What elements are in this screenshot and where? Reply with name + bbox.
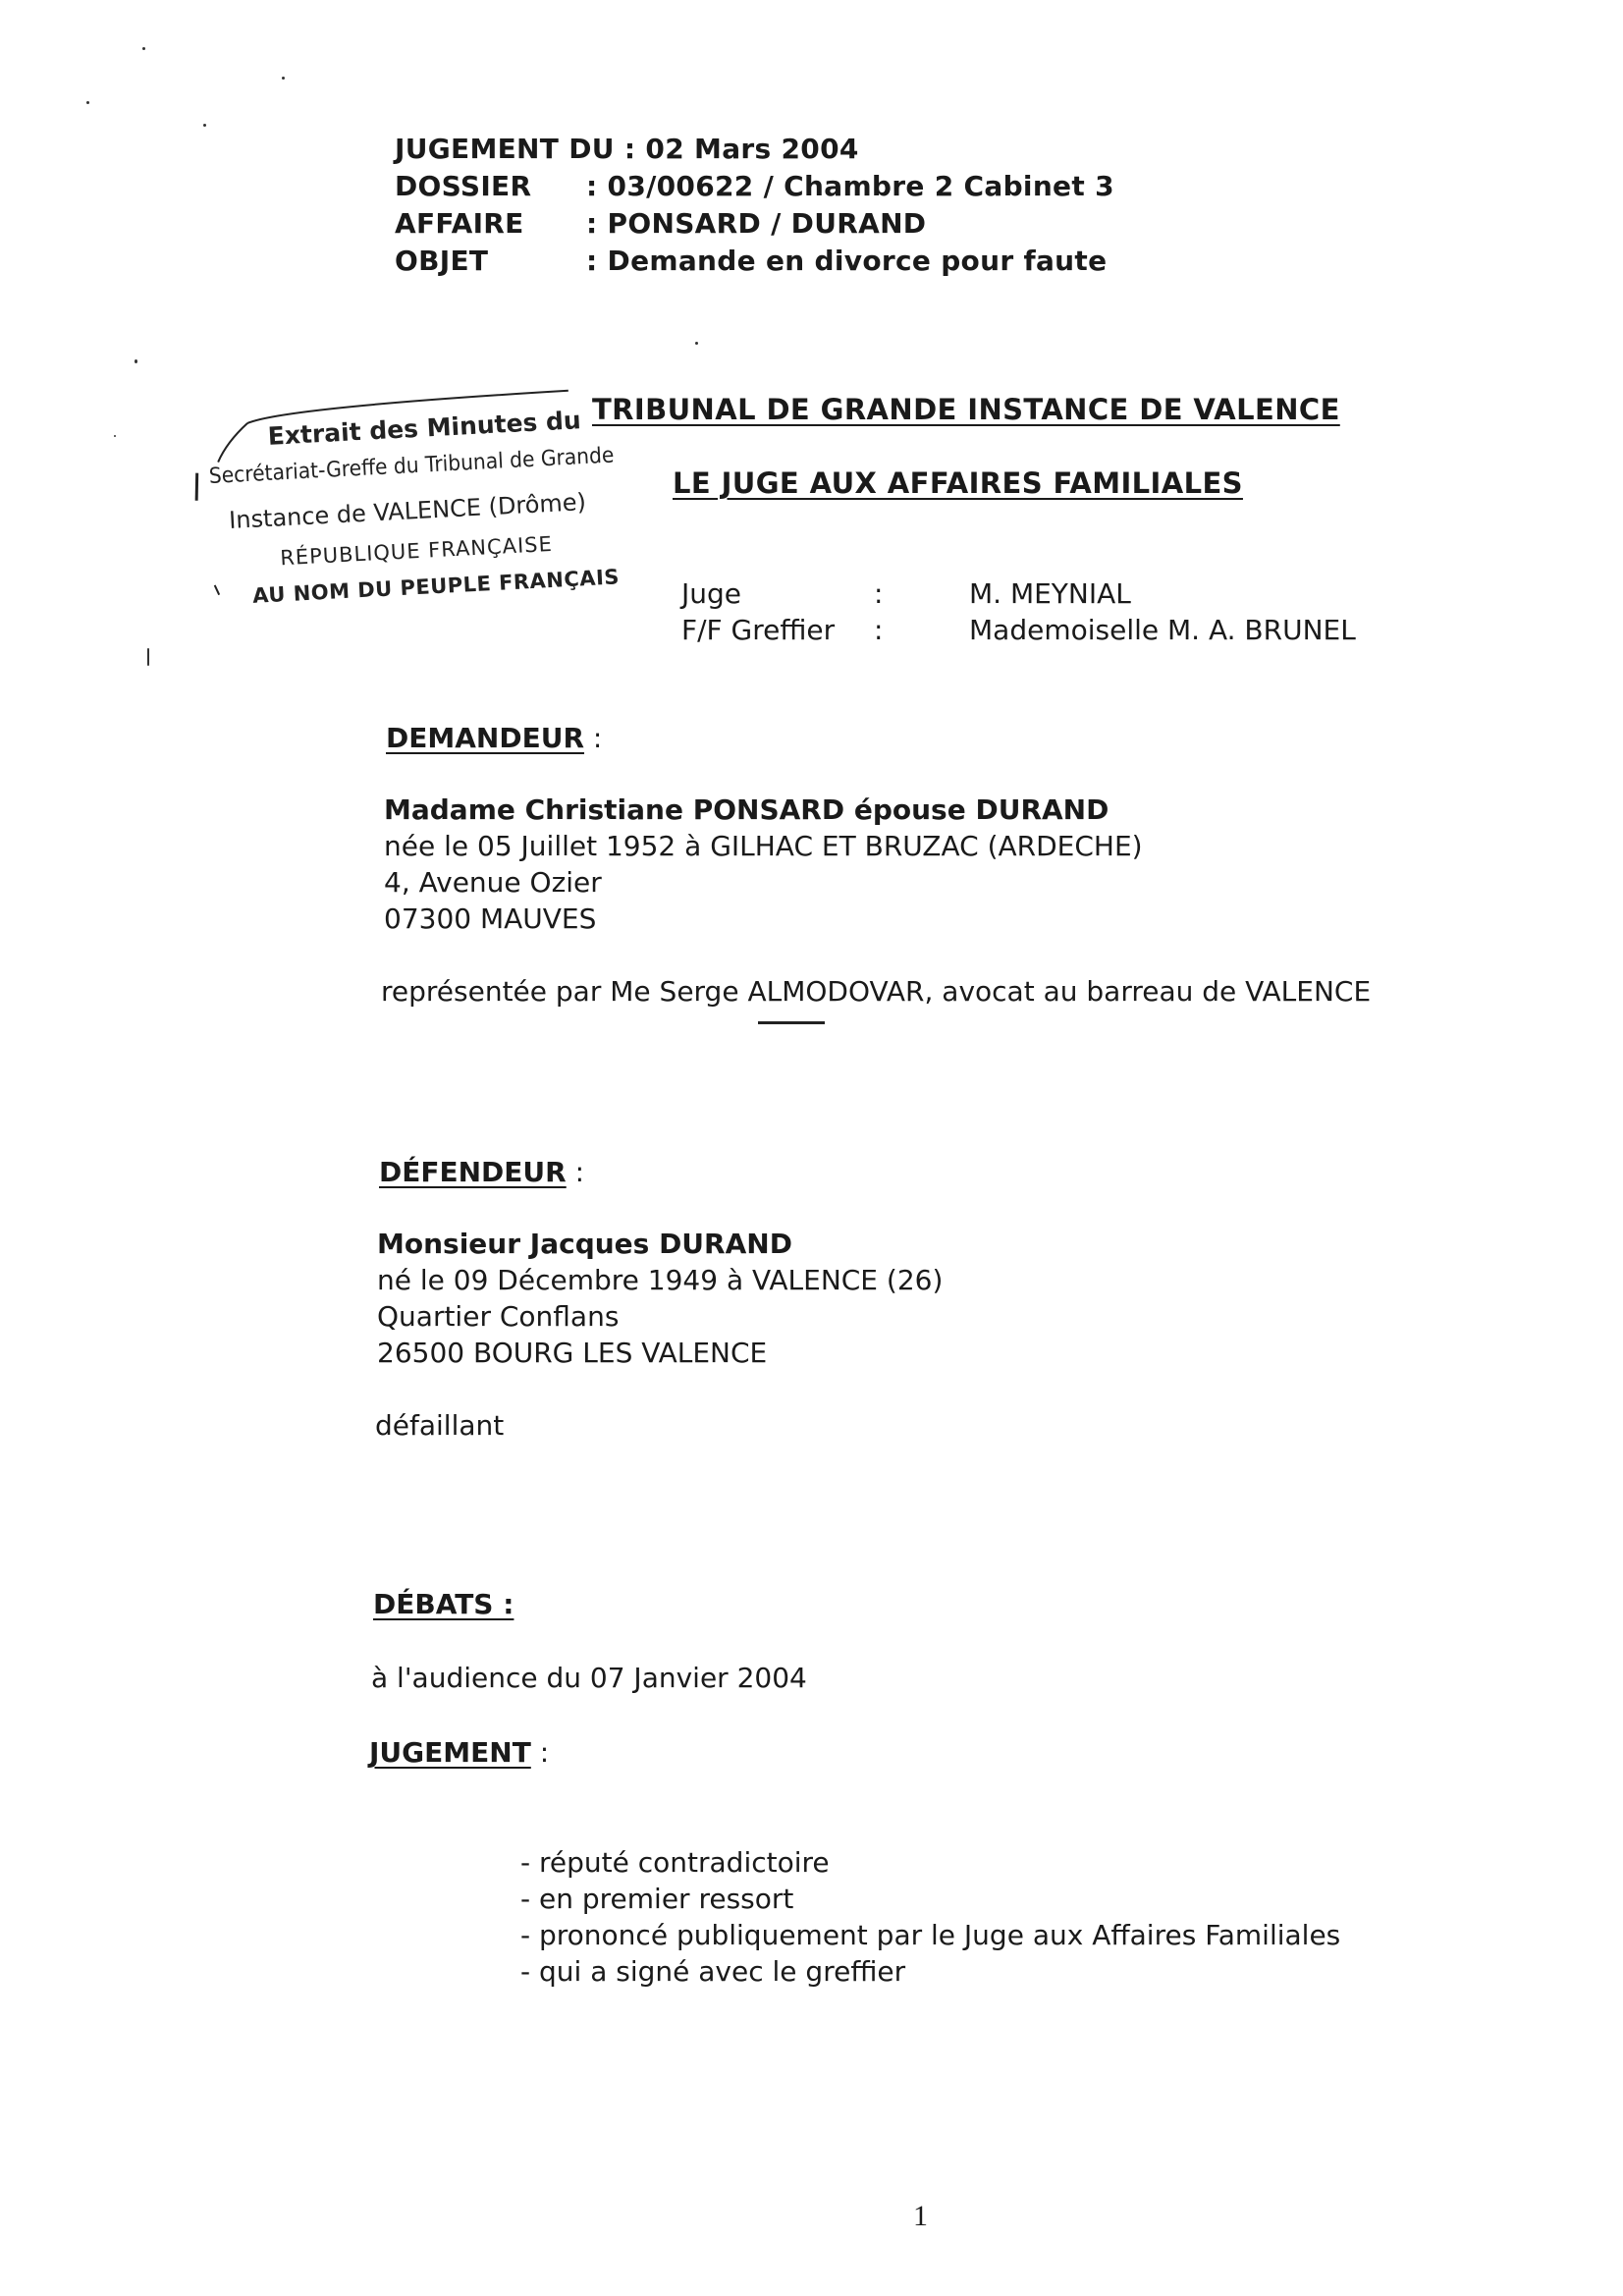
jugement-heading: JUGEMENT [369, 1736, 531, 1769]
jugement-heading-line [369, 1736, 549, 1769]
demandeur-representation: représentée par Me Serge ALMODOVAR, avocat au barreau de VALENCE [381, 975, 1372, 1008]
scan-speck [147, 648, 149, 666]
demandeur-address-2: 07300 MAUVES [384, 902, 597, 935]
defendeur-heading-line [379, 1156, 584, 1188]
dossier-value: : 03/00622 / Chambre 2 Cabinet 3 [586, 170, 1114, 202]
scan-speck [135, 359, 137, 363]
objet-label: OBJET [395, 245, 489, 277]
judgement-label: JUGEMENT DU [395, 133, 615, 165]
debats-text: à l'audience du 07 Janvier 2004 [371, 1662, 807, 1694]
stamp-line-4: RÉPUBLIQUE FRANÇAISE [279, 531, 554, 571]
stamp-line-1: Extrait des Minutes du [267, 406, 582, 451]
jugement-item-4: - qui a signé avec le greffier [520, 1955, 906, 1988]
judge-title: LE JUGE AUX AFFAIRES FAMILIALES [673, 466, 1243, 500]
demandeur-name: Madame Christiane PONSARD épouse DURAND [384, 793, 1109, 826]
juge-colon: : [874, 577, 884, 610]
defendeur-birth: né le 09 Décembre 1949 à VALENCE (26) [377, 1264, 944, 1296]
demandeur-heading: DEMANDEUR [386, 722, 585, 754]
stamp-line-5: AU NOM DU PEUPLE FRANÇAIS [251, 565, 621, 608]
defendeur-address-2: 26500 BOURG LES VALENCE [377, 1337, 768, 1369]
defendeur-name: Monsieur Jacques DURAND [377, 1228, 792, 1260]
page-number: 1 [913, 2200, 928, 2232]
court-name: TRIBUNAL DE GRANDE INSTANCE DE VALENCE [592, 393, 1340, 426]
defendeur-address-1: Quartier Conflans [377, 1300, 620, 1333]
jugement-item-1: - réputé contradictoire [520, 1846, 830, 1879]
dossier-label: DOSSIER [395, 170, 532, 202]
judgement-value: : 02 Mars 2004 [623, 133, 859, 165]
scan-speck [282, 77, 285, 80]
court-stamp [186, 381, 649, 640]
affaire-value: : PONSARD / DURAND [586, 207, 927, 240]
greffier-label: F/F Greffier [681, 614, 836, 646]
defendeur-status: défaillant [375, 1409, 505, 1442]
greffier-value: Mademoiselle M. A. BRUNEL [969, 614, 1356, 646]
header-judgement [395, 133, 859, 165]
scan-speck [114, 435, 116, 437]
objet-value: : Demande en divorce pour faute [586, 245, 1108, 277]
debats-heading: DÉBATS : [373, 1588, 514, 1620]
scan-speck [695, 342, 698, 345]
jugement-heading-suffix: : [530, 1736, 550, 1769]
defendeur-heading-suffix: : [566, 1156, 585, 1188]
juge-label: Juge [681, 577, 742, 610]
juge-value: M. MEYNIAL [969, 577, 1131, 610]
demandeur-heading-line [386, 722, 602, 754]
jugement-item-2: - en premier ressort [520, 1883, 794, 1915]
demandeur-address-1: 4, Avenue Ozier [384, 866, 602, 899]
scan-speck [142, 47, 145, 50]
stamp-line-3: Instance de VALENCE (Drôme) [228, 488, 587, 535]
handwritten-mark [758, 1021, 825, 1024]
defendeur-heading: DÉFENDEUR [379, 1156, 567, 1188]
demandeur-birth: née le 05 Juillet 1952 à GILHAC ET BRUZAC (ARDECHE) [384, 830, 1143, 862]
affaire-label: AFFAIRE [395, 207, 524, 240]
greffier-colon: : [874, 614, 884, 646]
demandeur-heading-suffix: : [584, 722, 603, 754]
scan-speck [86, 101, 89, 104]
stamp-line-2: Secrétariat-Greffe du Tribunal de Grande [208, 443, 615, 490]
scan-speck [203, 124, 206, 127]
jugement-item-3: - prononcé publiquement par le Juge aux Affaires Familiales [520, 1919, 1341, 1951]
